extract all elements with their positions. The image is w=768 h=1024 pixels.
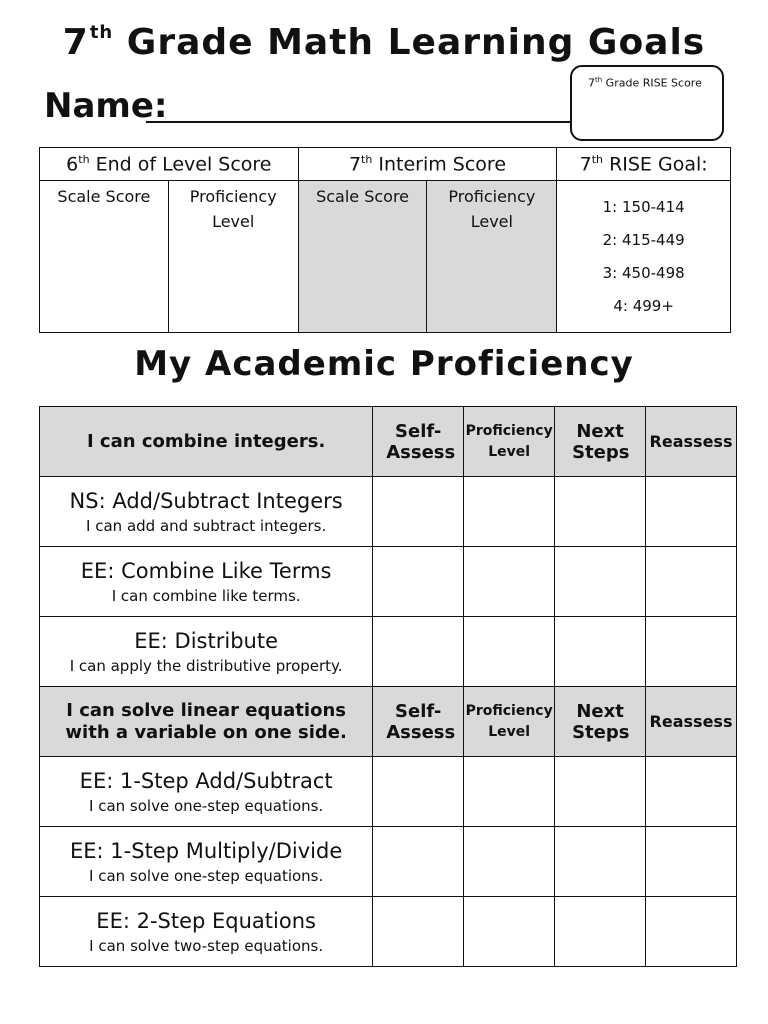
skill-cell — [40, 477, 373, 547]
self-assess-label: Self-Assess — [386, 700, 456, 743]
name-field[interactable] — [146, 121, 572, 123]
reassess-header — [646, 407, 737, 477]
goal-level-2: 2: 415-449 — [602, 230, 685, 249]
title-prefix: 7 — [62, 22, 89, 63]
reassess-cell[interactable] — [646, 757, 737, 827]
proficiency-cell[interactable] — [464, 617, 555, 687]
next-steps-header — [555, 687, 646, 757]
scores-table — [39, 147, 731, 333]
reassess-cell[interactable] — [646, 617, 737, 687]
skill-desc: I can add and subtract integers. — [86, 516, 327, 535]
interim-scale-score-cell[interactable] — [298, 181, 427, 333]
hd3-sup: th — [591, 152, 604, 166]
skill-cell — [40, 757, 373, 827]
table-row — [40, 897, 737, 967]
hd2-prefix: 7 — [348, 153, 362, 176]
next-steps-cell[interactable] — [555, 827, 646, 897]
skill-title: EE: Combine Like Terms — [80, 558, 332, 583]
self-assess-cell[interactable] — [373, 757, 464, 827]
reassess-cell[interactable] — [646, 547, 737, 617]
proficiency-cell[interactable] — [464, 897, 555, 967]
skill-desc: I can solve one-step equations. — [89, 866, 324, 885]
hd2-sup: th — [361, 152, 373, 166]
self-assess-cell[interactable] — [373, 547, 464, 617]
hd1-prefix: 6 — [66, 153, 79, 176]
skill-cell — [40, 617, 373, 687]
skill-desc: I can apply the distributive property. — [69, 656, 343, 675]
rise-label-sup: th — [595, 76, 603, 84]
rise-label-prefix: 7 — [588, 76, 595, 90]
table-row — [40, 617, 737, 687]
next-steps-cell[interactable] — [555, 617, 646, 687]
page-title — [0, 22, 768, 63]
rise-goals-cell — [557, 181, 731, 333]
reassess-cell[interactable] — [646, 827, 737, 897]
reassess-label: Reassess — [649, 432, 733, 451]
next-steps-cell[interactable] — [555, 897, 646, 967]
skill-title: EE: 1-Step Add/Subtract — [79, 768, 333, 793]
next-steps-header — [555, 407, 646, 477]
next-steps-cell[interactable] — [555, 477, 646, 547]
eol-proficiency-cell[interactable] — [168, 181, 298, 333]
interim-proficiency-cell[interactable] — [427, 181, 557, 333]
self-assess-header — [373, 407, 464, 477]
table-row — [40, 477, 737, 547]
rise-label-rest: Grade RISE Score — [602, 76, 702, 90]
skill-title: NS: Add/Subtract Integers — [69, 488, 343, 513]
rise-goal-header — [557, 148, 731, 181]
table-row — [40, 827, 737, 897]
group-title: I can combine integers. — [86, 430, 326, 452]
reassess-label: Reassess — [649, 712, 733, 731]
self-assess-cell[interactable] — [373, 897, 464, 967]
skill-cell — [40, 897, 373, 967]
proficiency-level-label: Proficiency Level — [189, 187, 277, 231]
skill-desc: I can solve one-step equations. — [89, 796, 324, 815]
hd1-sup: th — [78, 152, 90, 166]
self-assess-cell[interactable] — [373, 827, 464, 897]
proficiency-cell[interactable] — [464, 827, 555, 897]
proficiency-table — [39, 406, 737, 967]
interim-header — [298, 148, 557, 181]
name-label: Name: — [44, 86, 168, 126]
proficiency-label: Proficiency Level — [465, 702, 553, 740]
next-steps-label: Next Steps — [572, 420, 630, 463]
section-title: My Academic Proficiency — [134, 344, 634, 384]
proficiency-label: Proficiency Level — [465, 422, 553, 460]
group-header-row — [40, 687, 737, 757]
proficiency-cell[interactable] — [464, 477, 555, 547]
end-of-level-header — [40, 148, 299, 181]
self-assess-cell[interactable] — [373, 477, 464, 547]
goal-level-4: 4: 499+ — [613, 296, 674, 315]
group-title-cell — [40, 687, 373, 757]
skill-cell — [40, 547, 373, 617]
skill-title: EE: Distribute — [134, 628, 278, 653]
reassess-cell[interactable] — [646, 897, 737, 967]
proficiency-header — [464, 407, 555, 477]
proficiency-level-label: Proficiency Level — [448, 187, 536, 231]
rise-score-label — [588, 76, 702, 90]
next-steps-label: Next Steps — [572, 700, 630, 743]
skill-desc: I can combine like terms. — [111, 586, 301, 605]
proficiency-cell[interactable] — [464, 757, 555, 827]
proficiency-cell[interactable] — [464, 547, 555, 617]
skill-title: EE: 1-Step Multiply/Divide — [70, 838, 343, 863]
title-sup: th — [89, 22, 114, 43]
next-steps-cell[interactable] — [555, 547, 646, 617]
reassess-header — [646, 687, 737, 757]
self-assess-cell[interactable] — [373, 617, 464, 687]
proficiency-header — [464, 687, 555, 757]
hd1-rest: End of Level Score — [89, 153, 272, 176]
reassess-cell[interactable] — [646, 477, 737, 547]
self-assess-header — [373, 687, 464, 757]
hd2-rest: Interim Score — [372, 153, 507, 176]
group-title: I can solve linear equations with a variable on one side. — [65, 699, 347, 743]
group-header-row — [40, 407, 737, 477]
scale-score-label: Scale Score — [316, 187, 410, 206]
goal-level-3: 3: 450-498 — [602, 263, 685, 282]
table-row — [40, 547, 737, 617]
skill-cell — [40, 827, 373, 897]
hd3-prefix: 7 — [579, 153, 592, 176]
eol-scale-score-cell[interactable] — [40, 181, 169, 333]
table-row — [40, 757, 737, 827]
title-rest: Grade Math Learning Goals — [113, 22, 706, 63]
next-steps-cell[interactable] — [555, 757, 646, 827]
skill-desc: I can solve two-step equations. — [89, 936, 324, 955]
self-assess-label: Self-Assess — [386, 420, 456, 463]
goal-level-1: 1: 150-414 — [602, 197, 685, 216]
skill-title: EE: 2-Step Equations — [96, 908, 316, 933]
scale-score-label: Scale Score — [57, 187, 151, 206]
hd3-rest: RISE Goal: — [603, 153, 708, 176]
group-title-cell — [40, 407, 373, 477]
rise-score-box[interactable] — [570, 65, 724, 141]
